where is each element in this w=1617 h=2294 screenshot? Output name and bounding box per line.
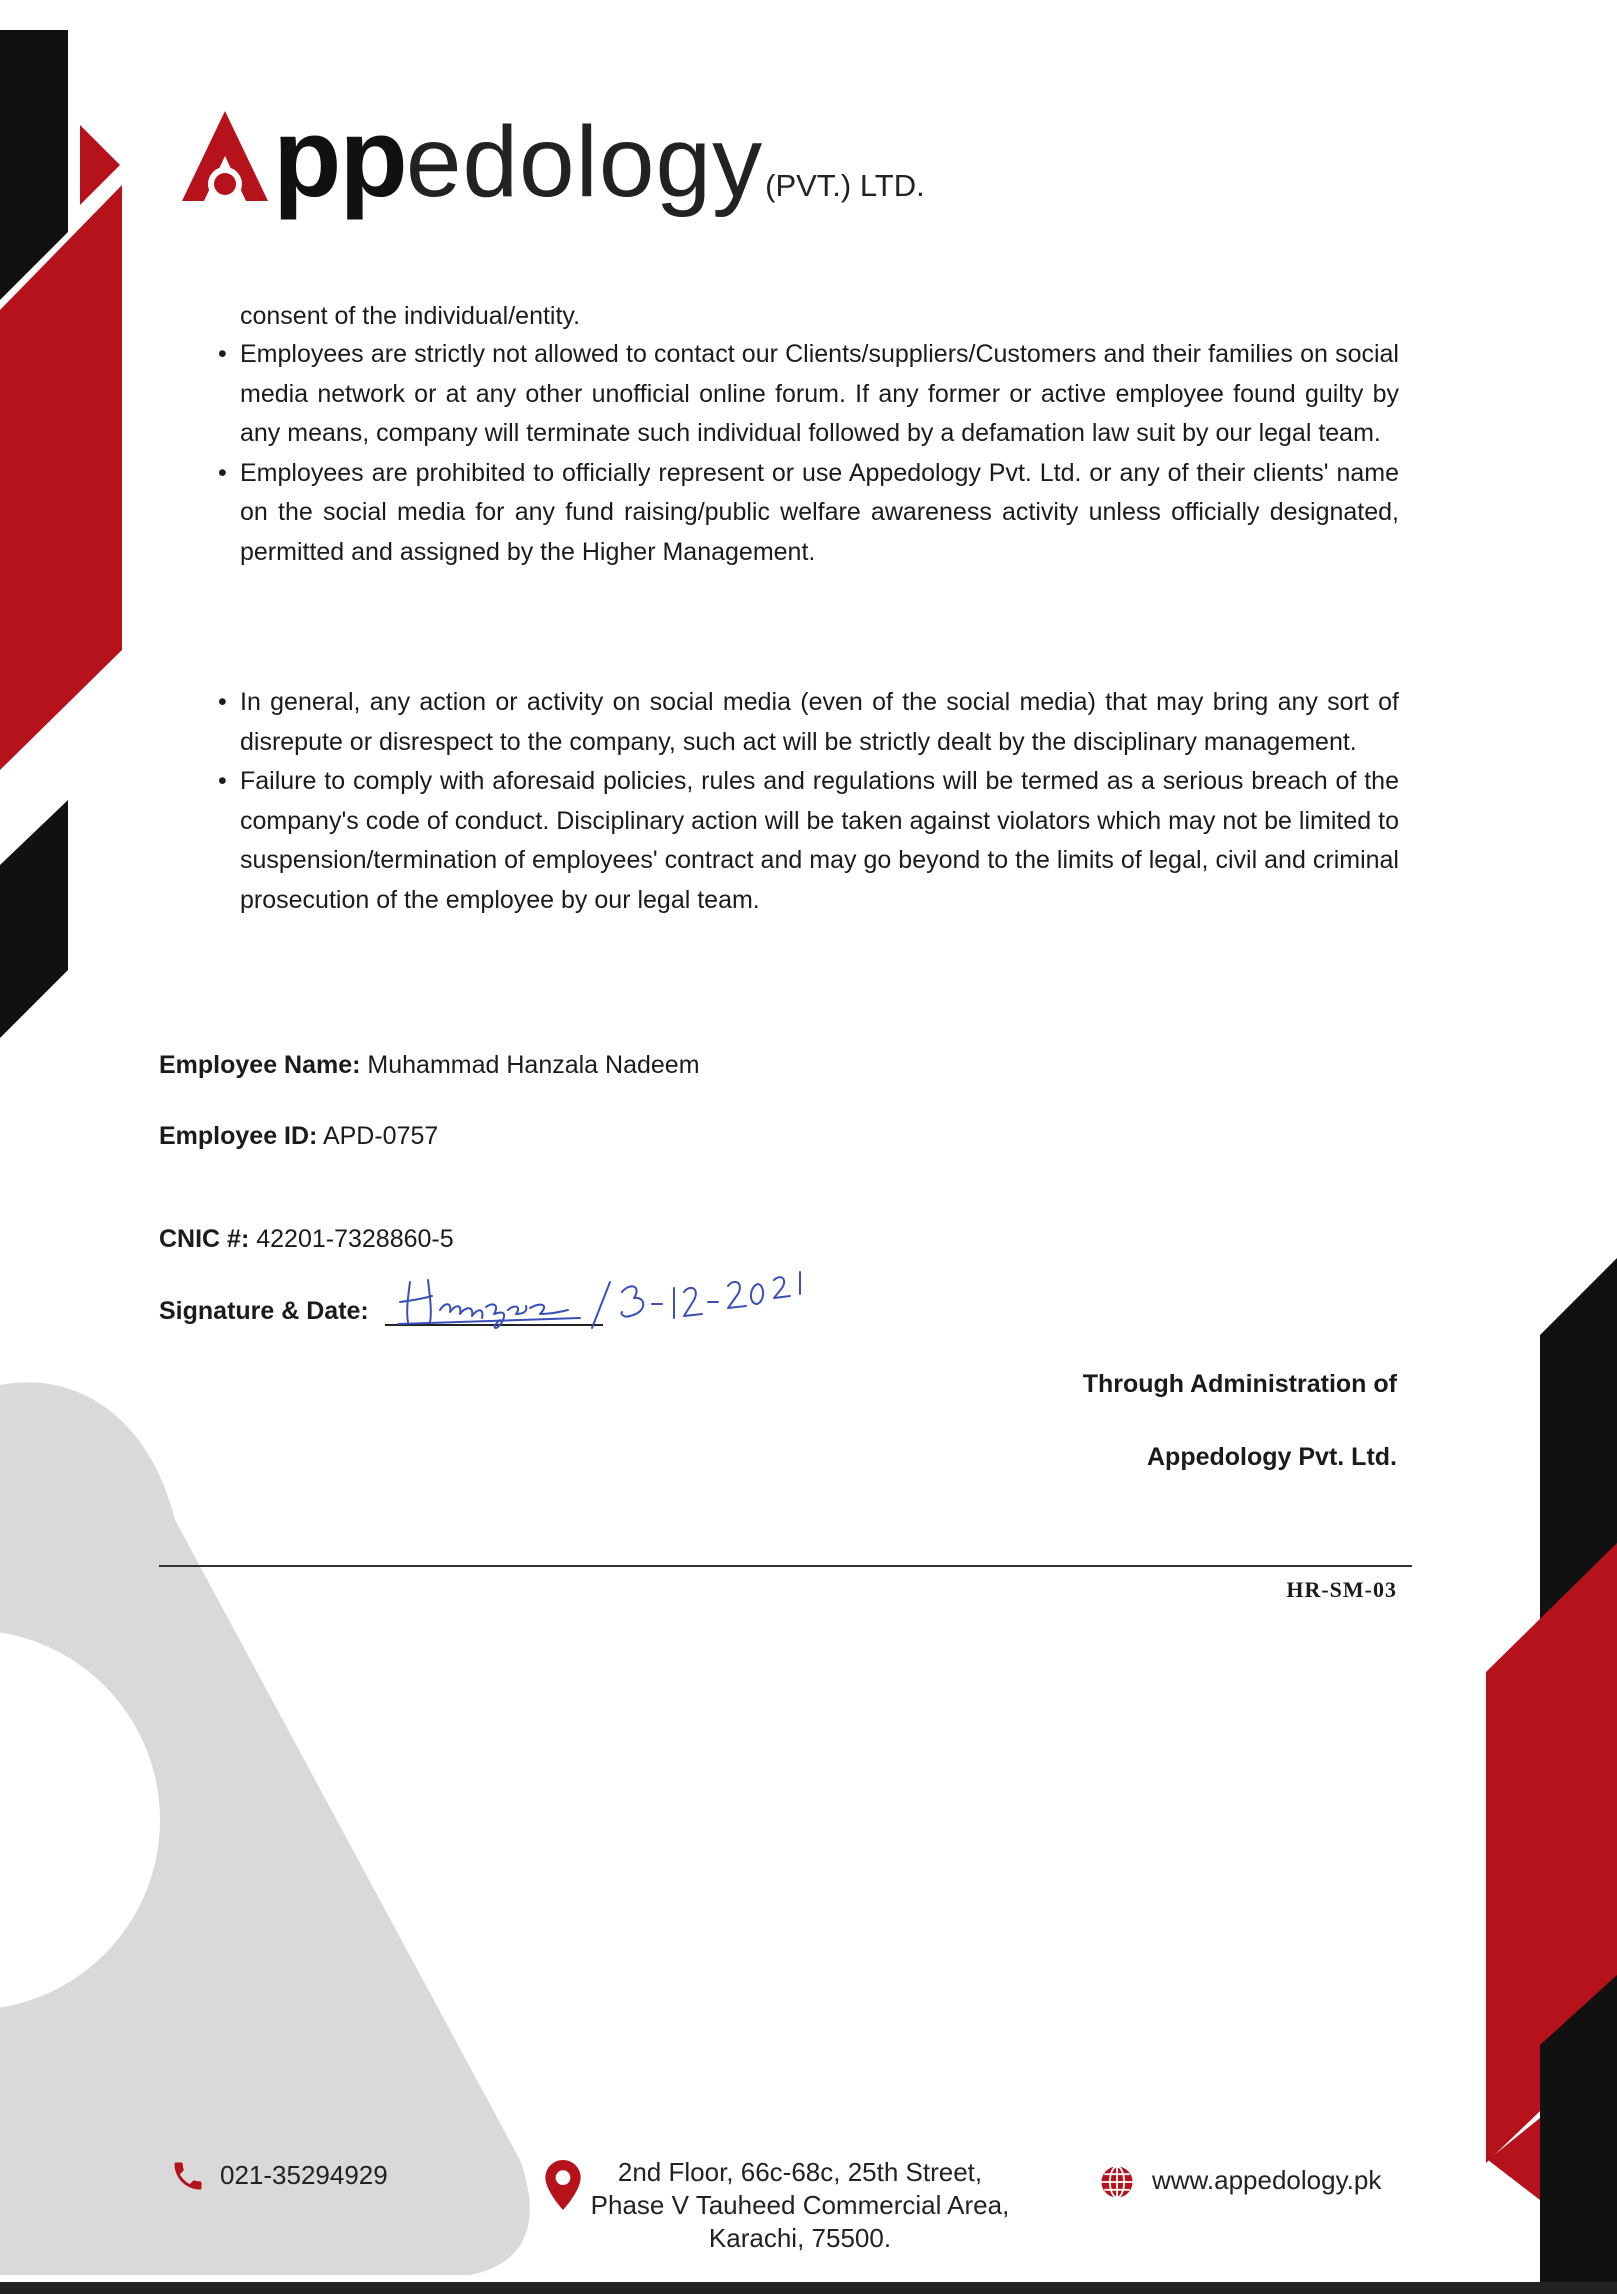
employee-id-label: Employee ID: [159, 1122, 318, 1150]
globe-icon [1100, 2165, 1134, 2199]
address-line-3: Karachi, 75500. [708, 2223, 892, 2253]
address-line-2: Phase V Tauheed Commercial Area, [590, 2190, 1010, 2220]
intro-line: consent of the individual/entity. [240, 302, 581, 330]
policy-bullet: • Failure to comply with aforesaid policies, rules and regulations will be termed as a serious breach of the company's code of conduct. Disciplinary action will be taken against violators which may not be limited to suspension/termination of employees' contract and may go beyond to the limits of legal, civil and criminal prosecution of the employee by our legal team. [222, 762, 1399, 920]
logo-text-pp: pp [273, 95, 406, 220]
logo-text-rest: edology [405, 106, 764, 218]
policy-list-first [222, 335, 1399, 572]
employee-name-label: Employee Name: [159, 1051, 361, 1079]
location-pin-icon [545, 2160, 581, 2210]
footer-rule [159, 1565, 1412, 1567]
footer-address [590, 2156, 1010, 2255]
document-code: HR-SM-03 [1286, 1577, 1397, 1602]
employee-name-row [159, 1051, 700, 1080]
policy-list-second [222, 683, 1399, 920]
handwritten-signature [390, 1262, 810, 1337]
cnic-label: CNIC #: [159, 1225, 250, 1253]
cnic-value: 42201-7328860-5 [256, 1225, 454, 1253]
employee-name-value: Muhammad Hanzala Nadeem [367, 1051, 700, 1079]
footer-phone: 021-35294929 [220, 2160, 388, 2190]
company-logo [178, 95, 938, 228]
logo-mark-icon [178, 106, 273, 216]
footer-website[interactable]: www.appedology.pk [1152, 2165, 1382, 2195]
policy-bullet: • Employees are strictly not allowed to contact our Clients/suppliers/Customers and their families on social media network or at any other unofficial online forum. If any former or active employee found guilty by any means, company will terminate such individual followed by a defamation law suit by our legal team. [222, 335, 1399, 454]
left-black-band-bottom [0, 800, 68, 1038]
signature-label: Signature & Date: [159, 1297, 369, 1325]
bottom-strip [0, 2282, 1617, 2294]
admin-line-1: Through Administration of [1082, 1370, 1397, 1398]
employee-id-row [159, 1122, 438, 1151]
address-line-1: 2nd Floor, 66c-68c, 25th Street, [617, 2157, 983, 2187]
policy-bullet: • Employees are prohibited to officially represent or use Appedology Pvt. Ltd. or any of their clients' name on the social media for any fund raising/public welfare awareness activity unless officially designated, permitted and assigned by the Higher Management. [222, 454, 1399, 573]
left-red-chevron [80, 125, 120, 205]
admin-line-2: Appedology Pvt. Ltd. [1147, 1443, 1397, 1471]
policy-bullet: • In general, any action or activity on social media (even of the social media) that may bring any sort of disrepute or disrespect to the company, such act will be strictly dealt by the disciplinary management. [222, 683, 1399, 762]
phone-icon [170, 2158, 206, 2194]
logo-suffix: (PVT.) LTD. [765, 168, 925, 203]
signature-row [159, 1297, 369, 1326]
employee-id-value: APD-0757 [322, 1122, 439, 1150]
cnic-row [159, 1225, 454, 1254]
